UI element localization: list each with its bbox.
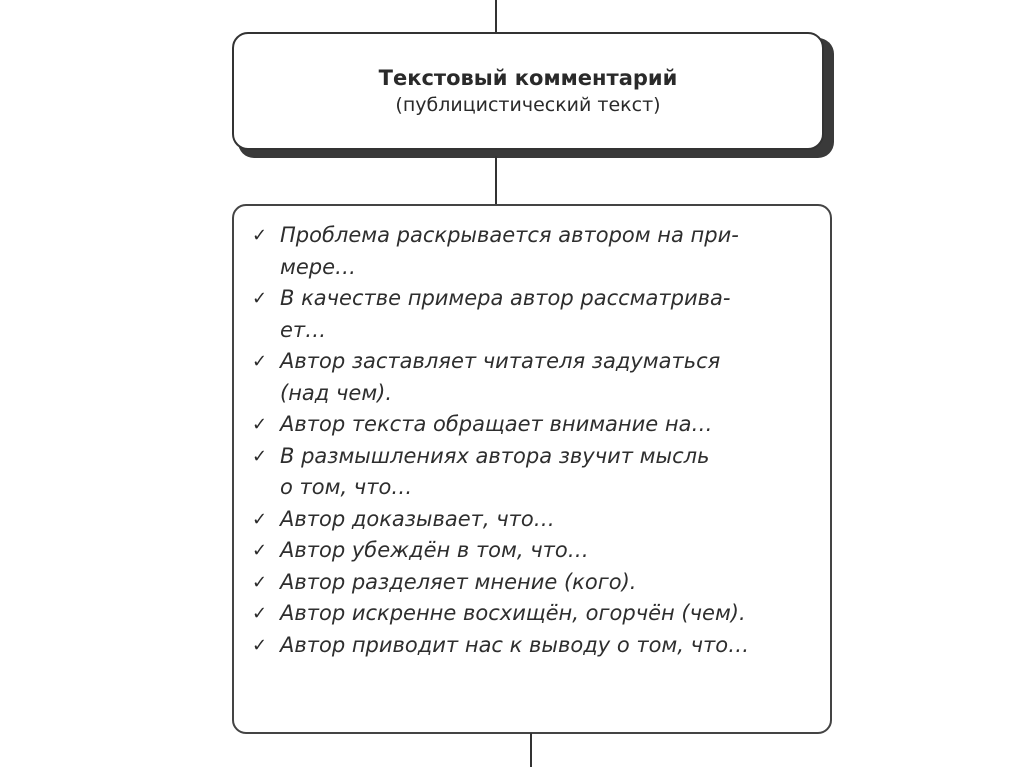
checkmark-icon: ✓ (252, 634, 268, 656)
checkmark-icon: ✓ (252, 445, 268, 467)
phrase-line: Автор убеждён в том, что… (280, 538, 589, 562)
phrase-line: (над чем). (280, 380, 393, 405)
phrase-line: ет… (280, 317, 327, 342)
phrase-item (248, 504, 820, 536)
checkmark-icon: ✓ (252, 288, 268, 309)
diagram-subtitle: (публицистический текст) (395, 94, 661, 116)
phrase-list-box (232, 204, 832, 734)
phrase-line: мере… (280, 254, 357, 279)
phrase-line: Проблема раскрывается автором на при- (280, 223, 739, 247)
phrase-item (248, 283, 820, 346)
phrase-item (248, 567, 820, 599)
phrase-line: Автор заставляет читателя задуматься (280, 349, 721, 373)
title-box (232, 32, 824, 150)
checkmark-icon: ✓ (252, 351, 268, 372)
checkmark-icon: ✓ (252, 603, 268, 624)
checkmark-icon: ✓ (252, 508, 268, 530)
phrase-item (248, 598, 820, 630)
phrase-item (248, 346, 820, 409)
phrase-line: Автор приводит нас к выводу о том, что… (280, 632, 750, 657)
phrase-item (248, 441, 820, 504)
checkmark-icon: ✓ (252, 540, 268, 561)
connector-line-middle (495, 156, 497, 206)
phrase-item (248, 535, 820, 567)
connector-line-bottom (530, 733, 532, 767)
checkmark-icon: ✓ (252, 571, 268, 593)
phrase-line: о том, что… (280, 475, 413, 499)
phrase-item (248, 409, 820, 441)
phrase-line: Автор текста обращает внимание на… (280, 412, 713, 436)
checkmark-icon: ✓ (252, 225, 268, 246)
checkmark-icon: ✓ (252, 414, 268, 435)
connector-line-top (495, 0, 497, 34)
phrase-line: В размышлениях автора звучит мысль (280, 443, 710, 468)
phrase-line: Автор искренне восхищён, огорчён (чем). (280, 601, 746, 625)
phrase-line: В качестве примера автор рассматрива- (280, 286, 731, 310)
diagram-title: Текстовый комментарий (378, 66, 678, 90)
phrase-item (248, 220, 820, 283)
phrase-item (248, 630, 820, 662)
phrase-line: Автор доказывает, что… (280, 506, 555, 531)
phrase-list (234, 206, 830, 661)
phrase-line: Автор разделяет мнение (кого). (280, 569, 637, 594)
